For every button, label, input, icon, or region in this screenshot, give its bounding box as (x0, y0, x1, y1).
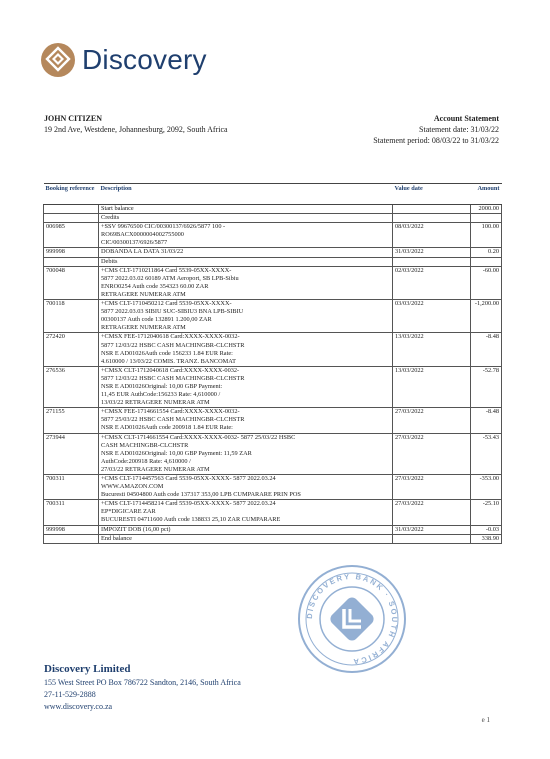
cell-amount (471, 214, 502, 223)
table-row (44, 205, 502, 214)
cell-value-date: 27/03/2022 (393, 500, 471, 525)
description-line: 27/03/22 RETRAGERE NUMERAR ATM (101, 465, 210, 473)
footer (44, 662, 241, 713)
cell-description (99, 408, 393, 433)
cell-booking-reference: 999998 (44, 525, 99, 534)
table-row (44, 500, 502, 525)
footer-address: 155 West Street PO Box 786722 Sandton, 2146, South Africa (44, 678, 241, 687)
table-row (44, 266, 502, 299)
cell-amount: -60.00 (471, 266, 502, 299)
table-row (44, 333, 502, 366)
description-line: NSR E AD01026Original: 10,00 GBP Payment: (101, 382, 223, 390)
description-line: 00300137 Auth code 132891 1.200,00 ZAR (101, 316, 212, 324)
table-row (44, 248, 502, 257)
description-line: +SSV 99676500 CIC/00300137/6926/5877 100 - (101, 223, 226, 231)
cell-amount: -8.48 (471, 333, 502, 366)
description-line: 11,45 EUR AuthCode:156233 Rate: 4,610000 / (101, 391, 221, 399)
cell-description (99, 534, 393, 543)
stamp-emblem-icon (328, 595, 376, 643)
statement-title: Account Statement (433, 114, 499, 123)
table-row (44, 214, 502, 223)
description-line: Start balance (101, 205, 134, 212)
description-line: 13/03/22 RETRAGERE NUMERAR ATM (101, 399, 210, 407)
cell-booking-reference (44, 205, 99, 214)
description-line: CIC/00300137/6926/5877 (101, 239, 168, 247)
customer-name: JOHN CITIZEN (44, 114, 103, 123)
cell-amount: -0.03 (471, 525, 502, 534)
cell-description (99, 300, 393, 333)
cell-description (99, 248, 393, 257)
cell-amount: -52.78 (471, 366, 502, 407)
description-line: Credits (101, 214, 120, 222)
discovery-logo-icon (40, 42, 76, 78)
description-line: +CMSX CLT-1714661554 Card:XXXX-XXXX-0032- 5877 25/03/22 HSBC (101, 433, 296, 441)
cell-amount: -353.00 (471, 475, 502, 500)
cell-booking-reference: 700118 (44, 300, 99, 333)
description-line: +CMSX CLT-1712040618 Card:XXXX-XXXX-0032- (101, 366, 240, 374)
table-row (44, 257, 502, 266)
footer-website[interactable]: www.discovery.co.za (44, 702, 113, 711)
cell-description (99, 266, 393, 299)
description-line: BUCURESTI 04711600 Auth code 138833 25,10 ZAR CUMPARARE (101, 516, 281, 524)
table-header-row (44, 184, 502, 205)
description-line: NSR E AD01026Auth code 156233 1.84 EUR Rate: (101, 349, 233, 357)
table-row (44, 475, 502, 500)
cell-amount: 2000.00 (471, 205, 502, 214)
cell-booking-reference: 271155 (44, 408, 99, 433)
cell-booking-reference (44, 257, 99, 266)
customer-block (44, 113, 228, 135)
cell-amount: -53.43 (471, 433, 502, 474)
cell-description (99, 500, 393, 525)
statement-period: Statement period: 08/03/22 to 31/03/22 (373, 136, 499, 145)
transactions-body (44, 205, 502, 544)
cell-booking-reference: 700048 (44, 266, 99, 299)
description-line: +CMS CLT-1710450212 Card 5539-05XX-XXXX- (101, 300, 232, 308)
table-row (44, 223, 502, 248)
description-line: NSR E AD01026Auth code 200918 1.84 EUR Rate: (101, 424, 233, 432)
discovery-logo (40, 42, 207, 78)
cell-booking-reference (44, 214, 99, 223)
cell-description (99, 433, 393, 474)
customer-address: 19 2nd Ave, Westdene, Johannesburg, 2092, South Africa (44, 125, 228, 134)
cell-value-date (393, 257, 471, 266)
cell-booking-reference: 276536 (44, 366, 99, 407)
cell-description (99, 333, 393, 366)
description-line: RO69BACX0000004002755000 (101, 231, 184, 239)
description-line: RETRAGERE NUMERAR ATM (101, 290, 186, 298)
cell-value-date: 27/03/2022 (393, 433, 471, 474)
cell-value-date: 27/03/2022 (393, 475, 471, 500)
description-line: Debits (101, 257, 118, 265)
description-line: 4.610000 / 13/03/22 COMIS. TRANZ. BANCOMAT (101, 357, 236, 365)
cell-value-date: 31/03/2022 (393, 248, 471, 257)
cell-value-date: 13/03/2022 (393, 366, 471, 407)
cell-value-date (393, 534, 471, 543)
description-line: +CMS CLT-1710211864 Card 5539-05XX-XXXX- (101, 266, 232, 274)
cell-amount: 338.90 (471, 534, 502, 543)
description-line: End balance (101, 534, 132, 542)
cell-booking-reference: 273944 (44, 433, 99, 474)
table-row (44, 408, 502, 433)
cell-amount: -1,200.00 (471, 300, 502, 333)
description-line: NSR E AD01026Original: 10,00 GBP Payment: 11,59 ZAR (101, 449, 252, 457)
cell-booking-reference: 272420 (44, 333, 99, 366)
cell-description (99, 223, 393, 248)
cell-description (99, 214, 393, 223)
table-row (44, 300, 502, 333)
transactions-table (43, 183, 502, 544)
description-line: 5877 2022.03.02 60189 ATM Aeroport, SB LPB-Sibiu (101, 274, 239, 282)
description-line: 5877 2022.03.03 SIBIU SUC-SIBIU3 BNA LPB-SIBIU (101, 308, 244, 316)
cell-booking-reference (44, 534, 99, 543)
footer-phone: 27-11-529-2888 (44, 690, 96, 699)
brand-name: Discovery (82, 44, 207, 75)
page-number: e 1 (481, 716, 490, 724)
description-line: +CMS CLT-1714458214 Card 5539-05XX-XXXX- 5877 2022.03.24 (101, 500, 276, 508)
description-line: 5877 12/03/22 HSBC CASH MACHINGBR-CLCHSTR (101, 374, 245, 382)
cell-booking-reference: 700311 (44, 475, 99, 500)
bank-stamp (296, 563, 408, 675)
footer-company: Discovery Limited (44, 663, 131, 675)
stamp-text: DISCOVERY BANK · SOUTH AFRICA (304, 571, 400, 667)
cell-value-date: 13/03/2022 (393, 333, 471, 366)
statement-date: Statement date: 31/03/22 (419, 125, 499, 134)
cell-booking-reference: 006985 (44, 223, 99, 248)
cell-amount: -25.10 (471, 500, 502, 525)
description-line: Bucuresti 04504800 Auth code 137317 353,00 LPB CUMPARARE PRIN POS (101, 491, 301, 499)
cell-amount: -8.48 (471, 408, 502, 433)
cell-value-date (393, 205, 471, 214)
description-line: EP*DIGICARE ZAR (101, 508, 156, 516)
cell-description (99, 475, 393, 500)
description-line: AuthCode:200918 Rate: 4,610000 / (101, 457, 191, 465)
cell-booking-reference: 700311 (44, 500, 99, 525)
cell-value-date (393, 214, 471, 223)
description-line: 5877 25/03/22 HSBC CASH MACHINGBR-CLCHSTR (101, 416, 245, 424)
header-amount: Amount (471, 184, 502, 205)
table-row (44, 525, 502, 534)
cell-value-date: 02/03/2022 (393, 266, 471, 299)
cell-amount (471, 257, 502, 266)
cell-amount: 100.00 (471, 223, 502, 248)
description-line: +CMS CLT-1714457563 Card 5539-05XX-XXXX- 5877 2022.03.24 (101, 475, 276, 482)
cell-description (99, 366, 393, 407)
cell-booking-reference: 999998 (44, 248, 99, 257)
description-line: DOBANDA LA DATA 31/03/22 (101, 248, 184, 256)
description-line: +CMSX FEE-1714661554 Card:XXXX-XXXX-0032- (101, 408, 240, 416)
description-line: IMPOZIT DOB (16,00 pct) (101, 525, 171, 533)
description-line: RETRAGERE NUMERAR ATM (101, 324, 186, 332)
description-line: 5877 12/03/22 HSBC CASH MACHINGBR-CLCHSTR (101, 341, 245, 349)
description-line: CASH MACHINGBR-CLCHSTR (101, 441, 189, 449)
header-booking-reference: Booking reference (44, 184, 99, 205)
table-row (44, 433, 502, 474)
cell-description (99, 205, 393, 214)
cell-value-date: 03/03/2022 (393, 300, 471, 333)
header-value-date: Value date (393, 184, 471, 205)
description-line: ENRO0254 Auth code 354323 60.00 ZAR (101, 282, 209, 290)
cell-description (99, 525, 393, 534)
statement-info (373, 113, 499, 146)
description-line: WWW.AMAZON.COM (101, 483, 164, 491)
cell-value-date: 27/03/2022 (393, 408, 471, 433)
header-description: Description (99, 184, 393, 205)
cell-description (99, 257, 393, 266)
cell-amount: 0.20 (471, 248, 502, 257)
cell-value-date: 31/03/2022 (393, 525, 471, 534)
table-row (44, 534, 502, 543)
cell-value-date: 08/03/2022 (393, 223, 471, 248)
description-line: +CMSX FEE-1712040618 Card:XXXX-XXXX-0032- (101, 333, 240, 341)
table-row (44, 366, 502, 407)
